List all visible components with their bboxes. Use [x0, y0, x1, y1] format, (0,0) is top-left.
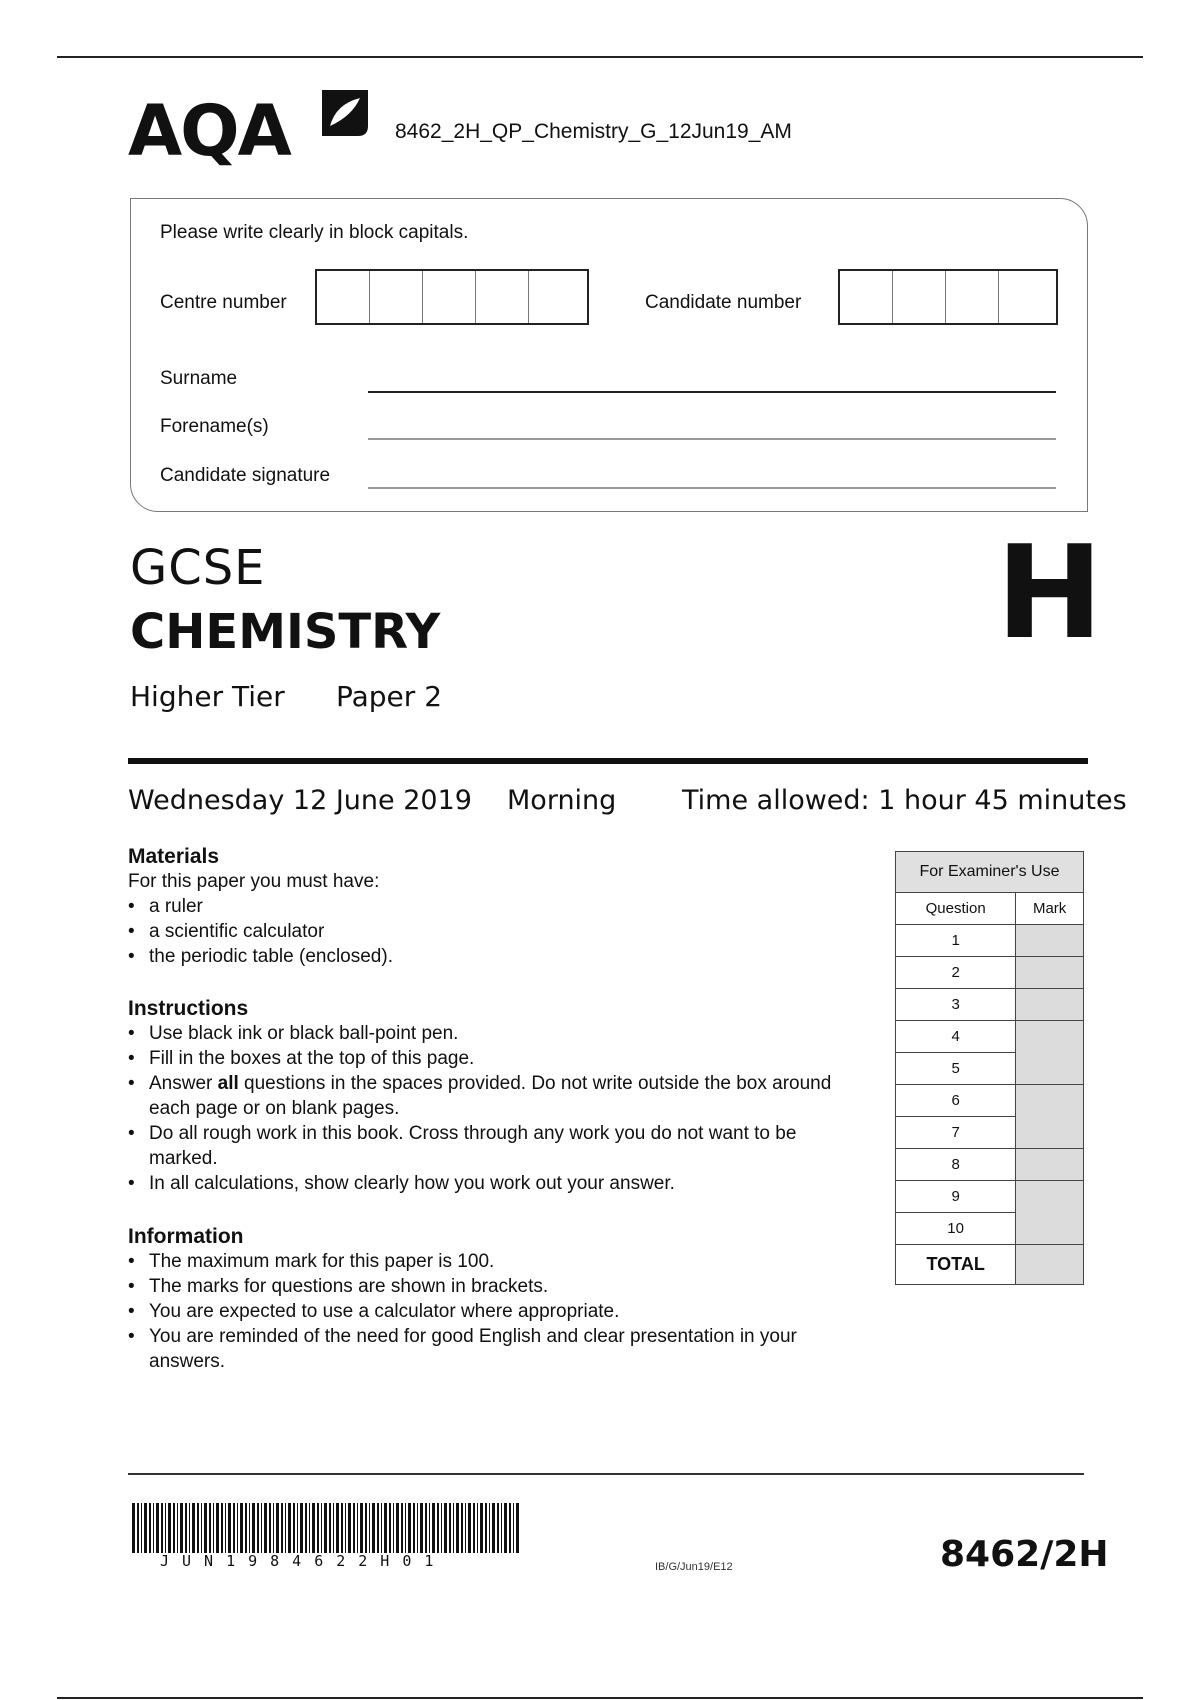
barcode-bar	[228, 1503, 231, 1553]
table-row	[896, 1149, 1084, 1181]
materials-heading: Materials	[128, 845, 220, 868]
total-row	[896, 1245, 1084, 1285]
barcode-bar	[261, 1503, 262, 1553]
exam-session: Morning	[507, 785, 617, 816]
barcode-bar	[288, 1503, 291, 1553]
barcode-bar	[144, 1503, 147, 1553]
barcode-bar	[305, 1503, 307, 1553]
barcode-bar	[353, 1503, 355, 1553]
question-number: 10	[896, 1213, 1016, 1245]
barcode-bar	[285, 1503, 286, 1553]
question-number: 8	[896, 1149, 1016, 1181]
table-row	[896, 1085, 1084, 1117]
table-row	[896, 1181, 1084, 1213]
barcode-bar	[377, 1503, 379, 1553]
barcode-bar	[345, 1503, 346, 1553]
barcode-bar	[393, 1503, 394, 1553]
answer-all-post: questions in the spaces provided. Do not write outside the box around each page or on blank pages.	[149, 1073, 832, 1119]
forename-label: Forename(s)	[160, 416, 269, 437]
barcode-bar	[357, 1503, 358, 1553]
barcode-bar	[225, 1503, 226, 1553]
barcode-bar	[489, 1503, 490, 1553]
barcode-bar	[444, 1503, 447, 1553]
question-number: 3	[896, 989, 1016, 1021]
tier-label: Higher Tier	[130, 680, 285, 713]
barcode-bar	[245, 1503, 247, 1553]
candidate-number-boxes[interactable]	[838, 269, 1058, 325]
bottom-rule	[57, 1697, 1143, 1699]
list-item: • In all calculations, show clearly how you work out your answer.	[149, 1171, 848, 1196]
answer-all-bold: all	[217, 1073, 239, 1094]
answer-all-pre: Answer	[149, 1073, 218, 1094]
qualification-title: GCSE	[130, 540, 266, 596]
question-number: 2	[896, 957, 1016, 989]
barcode-bar	[189, 1503, 190, 1553]
barcode-bar	[233, 1503, 235, 1553]
list-item: • Fill in the boxes at the top of this page.	[149, 1046, 848, 1071]
barcode-bar	[516, 1503, 519, 1553]
mark-cell	[1016, 989, 1084, 1021]
barcode-bar	[425, 1503, 427, 1553]
barcode-bar	[437, 1503, 439, 1553]
aqa-leaf-icon	[318, 86, 372, 140]
barcode-bar	[509, 1503, 511, 1553]
barcode-bar	[429, 1503, 430, 1553]
barcode-bar	[249, 1503, 250, 1553]
question-number: 7	[896, 1117, 1016, 1149]
forename-field[interactable]	[368, 438, 1056, 440]
barcode-bar	[365, 1503, 367, 1553]
mark-cell	[1016, 1181, 1084, 1245]
block-capitals-instruction: Please write clearly in block capitals.	[160, 222, 469, 243]
barcode-bar	[497, 1503, 499, 1553]
barcode-bar	[492, 1503, 495, 1553]
tier-letter: H	[996, 519, 1104, 668]
footer-rule	[128, 1473, 1084, 1475]
list-item	[149, 1071, 848, 1121]
barcode-bar	[413, 1503, 415, 1553]
barcode-bar	[348, 1503, 351, 1553]
barcode-bar	[333, 1503, 334, 1553]
list-item: • a ruler	[149, 894, 828, 919]
table-row	[896, 957, 1084, 989]
barcode-bar	[149, 1503, 151, 1553]
barcode-bar	[389, 1503, 391, 1553]
list-item: • Do all rough work in this book. Cross through any work you do not want to be marked.	[149, 1121, 848, 1171]
barcode-bar	[477, 1503, 478, 1553]
barcode-bar	[300, 1503, 303, 1553]
barcode-text: JUN1984622H01	[160, 1552, 447, 1570]
barcode-bar	[213, 1503, 214, 1553]
barcode-bar	[312, 1503, 315, 1553]
total-label: TOTAL	[896, 1245, 1016, 1285]
barcode-bar	[240, 1503, 243, 1553]
barcode-bar	[161, 1503, 163, 1553]
barcode-bar	[468, 1503, 471, 1553]
barcode-bar	[132, 1503, 135, 1553]
ib-code: IB/G/Jun19/E12	[655, 1561, 733, 1573]
mark-cell	[1016, 1021, 1084, 1085]
barcode-bar	[252, 1503, 255, 1553]
barcode-bar	[453, 1503, 454, 1553]
barcode-bar	[281, 1503, 283, 1553]
barcode-bar	[480, 1503, 483, 1553]
barcode-bar	[141, 1503, 142, 1553]
barcode-bar	[168, 1503, 171, 1553]
barcode-bar	[513, 1503, 514, 1553]
barcode-bar	[297, 1503, 298, 1553]
question-number: 4	[896, 1021, 1016, 1053]
candidate-number-label: Candidate number	[645, 292, 802, 313]
materials-intro: For this paper you must have:	[128, 871, 380, 892]
list-item: • the periodic table (enclosed).	[149, 944, 828, 969]
barcode-bar	[257, 1503, 259, 1553]
table-row	[896, 925, 1084, 957]
barcode-bar	[137, 1503, 139, 1553]
barcode-bar	[293, 1503, 295, 1553]
table-row	[896, 989, 1084, 1021]
question-column-header: Question	[896, 893, 1016, 925]
signature-field[interactable]	[368, 487, 1056, 489]
barcode-bar	[197, 1503, 199, 1553]
question-number: 9	[896, 1181, 1016, 1213]
barcode-bar	[201, 1503, 202, 1553]
barcode-bar	[237, 1503, 238, 1553]
list-item: • You are expected to use a calculator where appropriate.	[149, 1299, 828, 1324]
barcode-bar	[417, 1503, 418, 1553]
information-heading: Information	[128, 1225, 244, 1248]
list-item: • You are reminded of the need for good English and clear presentation in your answers.	[149, 1324, 828, 1374]
barcode-bar	[465, 1503, 466, 1553]
barcode-bar	[204, 1503, 207, 1553]
list-item: • The marks for questions are shown in brackets.	[149, 1274, 828, 1299]
surname-field[interactable]	[368, 391, 1056, 393]
barcode-bar	[165, 1503, 166, 1553]
materials-section	[128, 844, 828, 969]
barcode-bar	[321, 1503, 322, 1553]
list-item: • The maximum mark for this paper is 100.	[149, 1249, 828, 1274]
barcode-bar	[504, 1503, 507, 1553]
barcode-bar	[384, 1503, 387, 1553]
mark-cell	[1016, 925, 1084, 957]
paper-code: 8462/2H	[940, 1534, 1109, 1575]
barcode-bar	[485, 1503, 487, 1553]
barcode-bar	[153, 1503, 154, 1553]
barcode-bar	[273, 1503, 274, 1553]
table-row	[896, 1021, 1084, 1053]
exam-date: Wednesday 12 June 2019	[128, 785, 472, 816]
barcode-bar	[360, 1503, 363, 1553]
mark-cell	[1016, 1149, 1084, 1181]
paper-label: Paper 2	[336, 680, 443, 713]
barcode	[132, 1503, 520, 1553]
question-number: 1	[896, 925, 1016, 957]
barcode-bar	[473, 1503, 475, 1553]
barcode-bar	[456, 1503, 459, 1553]
information-section	[128, 1224, 828, 1374]
aqa-logo	[128, 84, 378, 174]
title-divider	[128, 758, 1088, 764]
question-number: 5	[896, 1053, 1016, 1085]
barcode-bar	[381, 1503, 382, 1553]
barcode-bar	[405, 1503, 406, 1553]
aqa-logo-text: AQA	[128, 90, 290, 172]
barcode-bar	[264, 1503, 267, 1553]
barcode-bar	[209, 1503, 211, 1553]
barcode-bar	[336, 1503, 339, 1553]
time-allowed: Time allowed: 1 hour 45 minutes	[682, 785, 1127, 816]
total-mark-cell	[1016, 1245, 1084, 1285]
barcode-bar	[441, 1503, 442, 1553]
barcode-bar	[173, 1503, 175, 1553]
barcode-bar	[420, 1503, 423, 1553]
mark-cell	[1016, 1085, 1084, 1149]
centre-number-boxes[interactable]	[315, 269, 589, 325]
barcode-bar	[324, 1503, 327, 1553]
paper-reference: 8462_2H_QP_Chemistry_G_12Jun19_AM	[395, 120, 792, 143]
instructions-section	[128, 996, 848, 1196]
examiner-use-table	[895, 851, 1084, 1285]
barcode-bar	[276, 1503, 279, 1553]
barcode-bar	[317, 1503, 319, 1553]
barcode-bar	[185, 1503, 187, 1553]
barcode-bar	[309, 1503, 310, 1553]
mark-column-header: Mark	[1016, 893, 1084, 925]
barcode-bar	[369, 1503, 370, 1553]
barcode-bar	[432, 1503, 435, 1553]
barcode-bar	[396, 1503, 399, 1553]
barcode-bar	[501, 1503, 502, 1553]
barcode-bar	[192, 1503, 195, 1553]
top-rule	[57, 56, 1143, 58]
centre-number-label: Centre number	[160, 292, 287, 313]
mark-cell	[1016, 957, 1084, 989]
barcode-bar	[461, 1503, 463, 1553]
signature-label: Candidate signature	[160, 465, 331, 486]
barcode-bar	[449, 1503, 451, 1553]
barcode-bar	[221, 1503, 223, 1553]
subject-title: CHEMISTRY	[130, 604, 441, 660]
barcode-bar	[180, 1503, 183, 1553]
barcode-bar	[372, 1503, 375, 1553]
barcode-bar	[408, 1503, 411, 1553]
instructions-heading: Instructions	[128, 997, 249, 1020]
barcode-bar	[177, 1503, 178, 1553]
list-item: • Use black ink or black ball-point pen.	[149, 1021, 848, 1046]
surname-label: Surname	[160, 368, 238, 389]
barcode-bar	[216, 1503, 219, 1553]
barcode-bar	[341, 1503, 343, 1553]
barcode-bar	[329, 1503, 331, 1553]
question-number: 6	[896, 1085, 1016, 1117]
barcode-bar	[156, 1503, 159, 1553]
barcode-bar	[401, 1503, 403, 1553]
list-item: • a scientific calculator	[149, 919, 828, 944]
barcode-bar	[269, 1503, 271, 1553]
examiner-heading: For Examiner's Use	[896, 852, 1084, 893]
